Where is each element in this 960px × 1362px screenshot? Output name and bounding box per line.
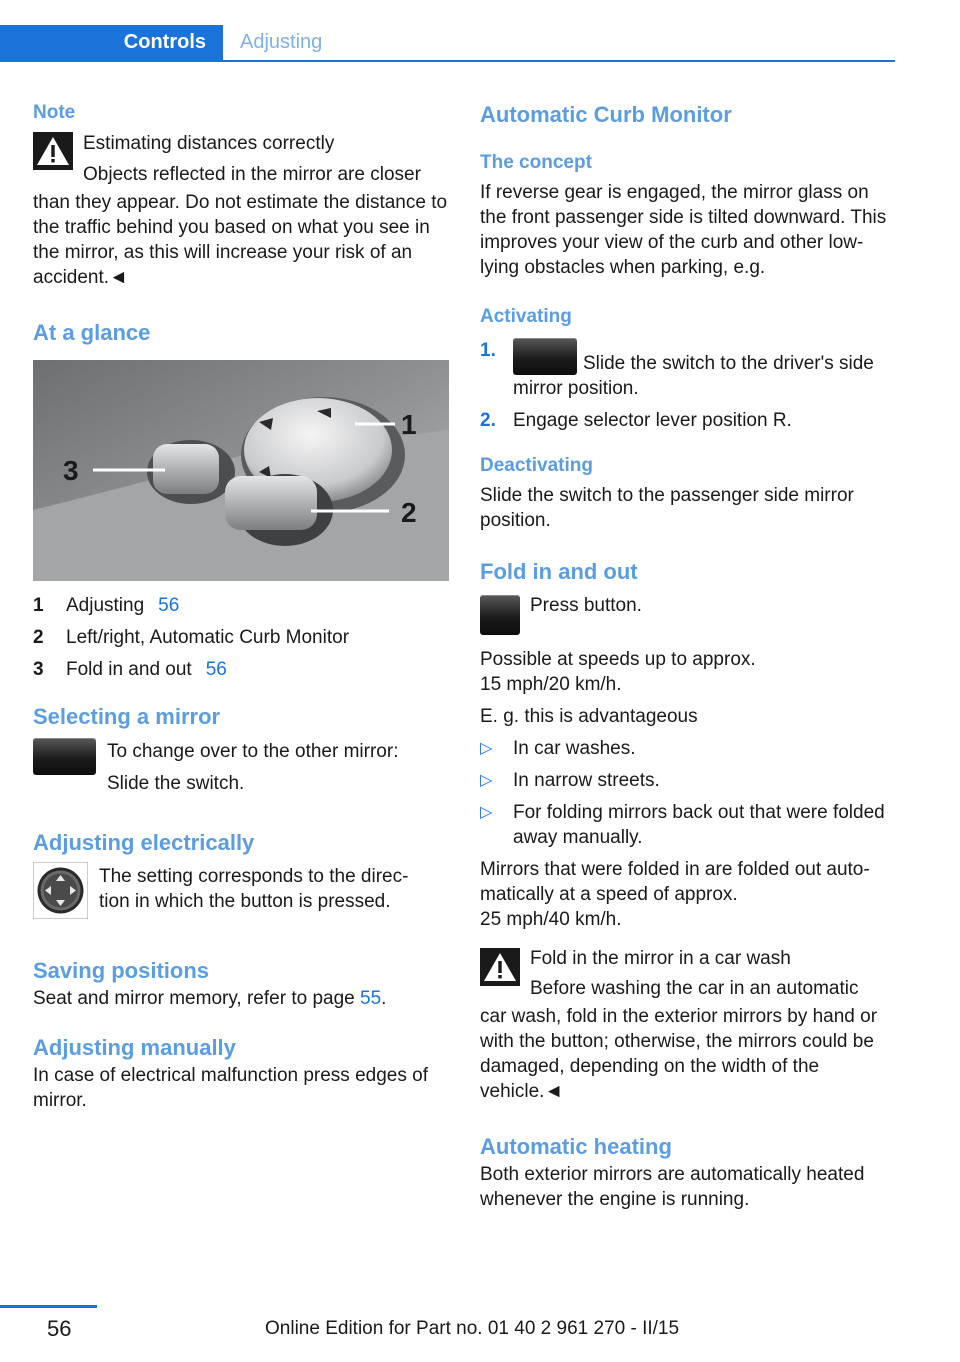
note-warning-title: Estimating distances correctly <box>83 133 335 154</box>
fold-auto-text-2: 25 mph/40 km/h. <box>480 909 622 930</box>
legend-label: Adjusting <box>66 595 145 616</box>
page-link[interactable]: 56 <box>158 595 180 616</box>
note-warning-line: Objects reflected in the mirror are closer <box>83 164 421 185</box>
page-link[interactable]: 55 <box>360 988 382 1009</box>
step-num: 1. <box>480 340 496 361</box>
step-item <box>480 338 896 401</box>
fold-warning-title: Fold in the mirror in a car wash <box>530 948 791 969</box>
footer-rule <box>0 1305 97 1308</box>
step-text-1: Slide the switch to the driver's side mirror position. <box>513 353 874 399</box>
callout-3: 3 <box>63 455 79 486</box>
fold-bullets <box>480 736 896 850</box>
fold-press-row <box>480 593 896 639</box>
at-a-glance-title: At a glance <box>33 320 151 345</box>
note-title: Note <box>33 102 76 123</box>
activating-title: Activating <box>480 306 572 327</box>
curb-monitor-title: Automatic Curb Monitor <box>480 102 732 127</box>
activating-steps <box>480 338 896 433</box>
deactivating-title: Deactivating <box>480 455 593 476</box>
triangle-bullet-icon: ▷ <box>480 740 493 757</box>
adjusting-electrically-text: The setting corresponds to the direc-tion in which the button is pressed. <box>99 866 409 912</box>
saving-text-before: Seat and mirror memory, refer to page <box>33 988 360 1009</box>
warning-icon <box>480 948 520 986</box>
mirror-switch-icon <box>33 738 96 775</box>
list-item <box>480 768 896 793</box>
triangle-bullet-icon: ▷ <box>480 804 493 821</box>
fold-possible-line1: Possible at speeds up to approx. <box>480 649 756 670</box>
list-item-text: In narrow streets. <box>513 770 660 791</box>
legend-item <box>33 593 449 618</box>
note-warning-body: than they appear. Do not estimate the distance to the traffic behind you based on what you see in the mirror, as this will increase your risk of an accident.◄ <box>33 192 448 288</box>
fold-warning-body: car wash, fold in the exterior mirrors by hand or with the button; otherwise, the mirrors could be damaged, depending on the width of the vehicle.◄ <box>480 1006 878 1102</box>
adjusting-manually-title: Adjusting manually <box>33 1035 236 1060</box>
heating-section <box>480 1132 896 1212</box>
adjusting-electrically-title: Adjusting electrically <box>33 830 255 855</box>
list-item <box>480 736 896 761</box>
callout-1: 1 <box>401 409 417 440</box>
fold-button-icon <box>480 595 520 635</box>
saving-positions-section <box>33 956 449 1011</box>
fold-eg: E. g. this is advantageous <box>480 706 698 727</box>
heating-title: Automatic heating <box>480 1134 672 1159</box>
legend-item <box>33 625 449 650</box>
list-item-text: In car washes. <box>513 738 636 759</box>
legend-item <box>33 657 449 682</box>
edition-text: Online Edition for Part no. 01 40 2 961 270 - II/15 <box>265 1318 680 1339</box>
concept-title: The concept <box>480 152 592 173</box>
mirror-switch-icon <box>513 338 577 375</box>
note-section <box>33 100 449 290</box>
page-link[interactable]: 56 <box>205 659 227 680</box>
fold-warning <box>480 944 896 1004</box>
step-num: 2. <box>480 410 496 431</box>
selecting-mirror-line1: To change over to the other mirror: <box>107 741 399 762</box>
fold-warning-line: Before washing the car in an automatic <box>530 978 859 999</box>
list-item-text: For folding mirrors back out that were folded away manually. <box>513 802 885 848</box>
page-number: 56 <box>47 1316 72 1341</box>
saving-positions-text <box>33 986 449 1011</box>
selecting-mirror-title: Selecting a mirror <box>33 704 221 729</box>
deactivating-text: Slide the switch to the passenger side mirror position. <box>480 485 854 531</box>
heating-text: Both exterior mirrors are automatically heated whenever the engine is running. <box>480 1164 865 1210</box>
step-text <box>513 338 896 401</box>
page-header <box>0 25 895 62</box>
saving-positions-title: Saving positions <box>33 958 210 983</box>
at-a-glance-section <box>33 318 449 682</box>
selecting-mirror-section <box>33 702 449 800</box>
callout-2: 2 <box>401 497 417 528</box>
header-tab-adjusting-label: Adjusting <box>240 31 323 53</box>
concept-text: If reverse gear is engaged, the mirror glass on the front passenger side is tilted downward. This improves your view of the curb and other low-lying obstacles when parking, e.g. <box>480 182 887 278</box>
legend-list <box>33 593 449 682</box>
adjusting-manually-text: In case of electrical malfunction press edges of mirror. <box>33 1065 428 1111</box>
fold-auto-text-1: Mirrors that were folded in are folded out auto-matically at a speed of approx. <box>480 859 870 905</box>
legend-label: Left/right, Automatic Curb Monitor <box>66 627 350 648</box>
legend-num: 3 <box>33 659 44 680</box>
adjusting-electrically-section <box>33 828 449 914</box>
curb-monitor-section <box>480 100 896 533</box>
header-tab-controls-label: Controls <box>123 31 206 53</box>
left-column <box>33 100 449 1113</box>
adjusting-electrically-row <box>33 864 449 914</box>
legend-num: 2 <box>33 627 44 648</box>
fold-section <box>480 557 896 1104</box>
four-way-button-icon <box>33 862 88 919</box>
warning-icon <box>33 132 73 170</box>
fold-title: Fold in and out <box>480 559 638 584</box>
list-item <box>480 800 896 850</box>
right-column <box>480 100 896 1212</box>
fold-possible-line2: 15 mph/20 km/h. <box>480 674 622 695</box>
header-rule <box>0 60 895 62</box>
legend-num: 1 <box>33 595 44 616</box>
adjusting-manually-section <box>33 1033 449 1113</box>
triangle-bullet-icon: ▷ <box>480 772 493 789</box>
mirror-controls-photo <box>33 360 449 581</box>
header-tab-controls[interactable] <box>0 25 223 60</box>
fold-press-text: Press button. <box>530 595 642 616</box>
header-tab-adjusting[interactable] <box>240 25 322 60</box>
selecting-mirror-row <box>33 736 449 800</box>
saving-text-after: . <box>381 988 387 1009</box>
note-warning <box>33 128 449 190</box>
step-text: Engage selector lever position R. <box>513 410 792 431</box>
legend-label: Fold in and out <box>66 659 192 680</box>
step-item <box>480 408 896 433</box>
selecting-mirror-line2: Slide the switch. <box>107 773 245 794</box>
